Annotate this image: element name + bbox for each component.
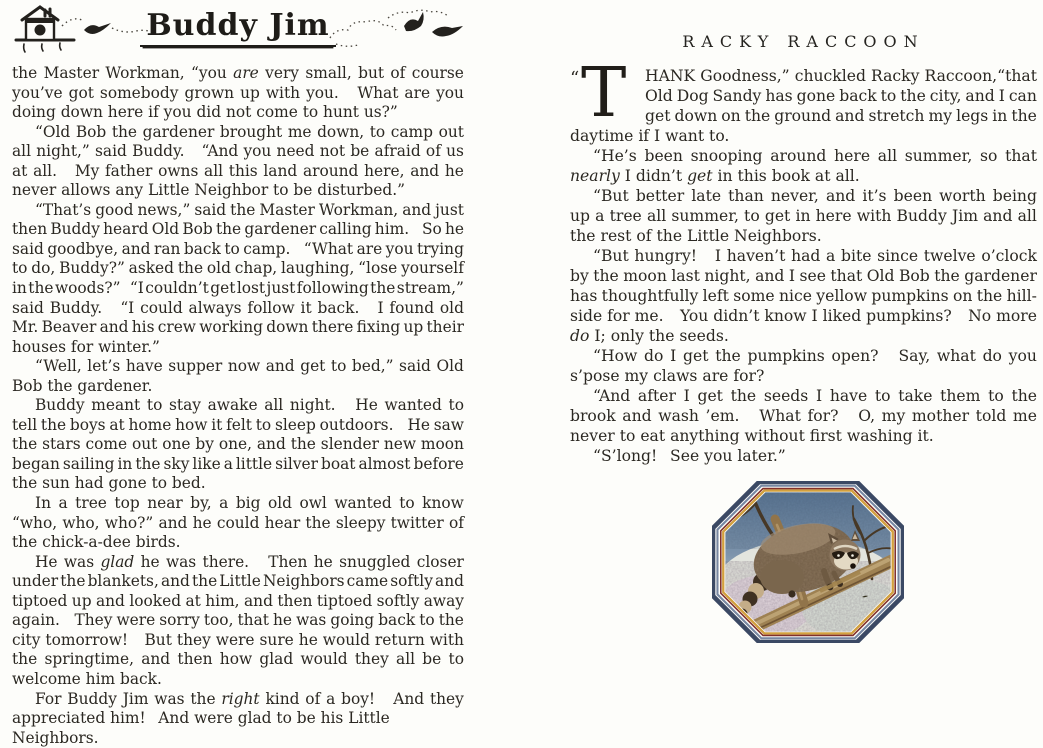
dotted-cloud — [388, 10, 448, 18]
dotted-cloud — [330, 21, 396, 38]
drop-cap-letter: T — [581, 54, 627, 133]
text-line: “who, who, who?” and he could hear the sleepy twitter of — [12, 513, 464, 532]
text-line: said Buddy. “I could always follow it back. I found old — [12, 298, 464, 317]
text-line: “How do I get the pumpkins open? Say, what do you — [593, 347, 1037, 365]
text-line: the chick-a-dee birds. — [12, 533, 181, 552]
text-line: daytime if I want to. — [570, 127, 730, 145]
text-line: welcome him back. — [12, 669, 162, 688]
text-line: For Buddy Jim was the right kind of a boy! And they — [35, 689, 464, 708]
text-line: houses for winter.” — [12, 337, 160, 356]
drop-cap-quote: “ — [570, 68, 580, 89]
text-line: the springtime, and then how glad would they all be to — [12, 650, 464, 669]
raccoon-illustration — [712, 481, 904, 643]
text-line: s’pose my claws are for? — [570, 367, 765, 385]
page-title: Buddy Jim — [12, 8, 464, 47]
text-line: In a tree top near by, a big old owl wanted to know — [35, 494, 464, 513]
text-line: has thoughtfully left some nice yellow pumpkins on the hill- — [570, 287, 1037, 305]
text-line: “And after I get the seeds I have to take them to the — [593, 387, 1037, 405]
text-line: nearly I didn’t get in this book at all. — [570, 167, 860, 185]
text-line: “But hungry! I haven’t had a bite since twelve o’clock — [593, 247, 1037, 265]
text-line: then Buddy heard Old Bob the gardener calling him. So he — [12, 220, 464, 239]
text-line: city tomorrow! But they were sure he would return with — [12, 630, 464, 649]
text-line: brook and wash ’em. What for? O, my mother told me — [570, 407, 1037, 425]
text-line: said goodbye, and ran back to camp. “What are you trying — [12, 239, 464, 258]
text-line: get down on the ground and stretch my legs in the — [645, 107, 1037, 125]
text-line: “Old Bob the gardener brought me down, to camp out — [35, 122, 464, 141]
text-line: the stars come out one by one, and the slender new moon — [12, 435, 464, 454]
text-line: by the moon last night, and I see that Old Bob the gardener — [570, 267, 1037, 285]
text-line: never to eat anything without first washing it. — [570, 427, 934, 445]
text-line: tiptoed up and looked at him, and then tiptoed softly away — [12, 591, 464, 610]
text-line: at all. My father owns all this land around here, and he — [12, 161, 464, 180]
text-line: Mr. Beaver and his crew working down there fixing up their — [12, 318, 464, 337]
text-line: began sailing in the sky like a little silver boat almost before — [12, 454, 464, 473]
text-line: under the blankets, and the Little Neighbors came softly and — [12, 572, 464, 591]
text-line: again. They were sorry too, that he was going back to the — [12, 611, 464, 630]
flying-bird-icon — [432, 26, 463, 37]
clouds-and-birds-icon — [326, 4, 464, 52]
text-line: in the woods?” “I couldn’t get lost just following the stream,” — [12, 279, 464, 298]
chapter-title: RACKY RACCOON — [682, 32, 925, 51]
text-line: do I; only the seeds. — [570, 327, 729, 345]
left-page-text — [12, 64, 464, 747]
text-line: the Master Workman, “you are very small, but of course — [12, 64, 464, 82]
text-line: “Well, let’s have supper now and get to bed,” said Old — [35, 357, 464, 376]
text-line: all night,” said Buddy. “And you need not be afraid of us — [12, 142, 464, 161]
text-line: you’ve got somebody grown up with you. What are you — [12, 83, 464, 102]
opening-paragraph — [570, 54, 1037, 146]
text-line: He was glad he was there. Then he snuggled closer — [35, 552, 464, 571]
flying-bird-icon — [404, 12, 424, 31]
text-line: “He’s been snooping around here all summer, so that — [593, 147, 1037, 165]
text-line: “That’s good news,” said the Master Workman, and just — [35, 200, 464, 219]
text-line: “But better late than never, and it’s been worth being — [593, 187, 1037, 205]
text-line: “S’long! See you later.” — [593, 447, 786, 465]
right-page-text — [570, 54, 1037, 466]
text-line: appreciated him! And were glad to be his Little Neighbors. — [12, 709, 390, 747]
text-line: Buddy meant to stay awake all night. He wanted to — [35, 396, 464, 415]
running-head — [12, 0, 464, 58]
left-page — [12, 0, 464, 747]
text-line: HANK Goodness,” chuckled Racky Raccoon,“that — [645, 67, 1037, 85]
text-line: up a tree all summer, to get in here with Buddy Jim and all — [570, 207, 1037, 225]
text-line: the rest of the Little Neighbors. — [570, 227, 822, 245]
text-line: the sun had gone to bed. — [12, 474, 206, 493]
text-line: side for me. You didn’t know I liked pumpkins? No more — [570, 307, 1037, 325]
text-line: to do, Buddy?” asked the old chap, laughing, “lose yourself — [12, 259, 464, 278]
text-line: doing down here if you did not come to hunt us?” — [12, 103, 398, 122]
text-line: never allows any Little Neighbor to be disturbed.” — [12, 181, 405, 200]
text-line: tell the boys at home how it felt to sleep outdoors. He saw — [12, 415, 464, 434]
text-line: Old Dog Sandy has gone back to the city, and I can — [645, 87, 1037, 105]
text-line: Bob the gardener. — [12, 376, 153, 395]
